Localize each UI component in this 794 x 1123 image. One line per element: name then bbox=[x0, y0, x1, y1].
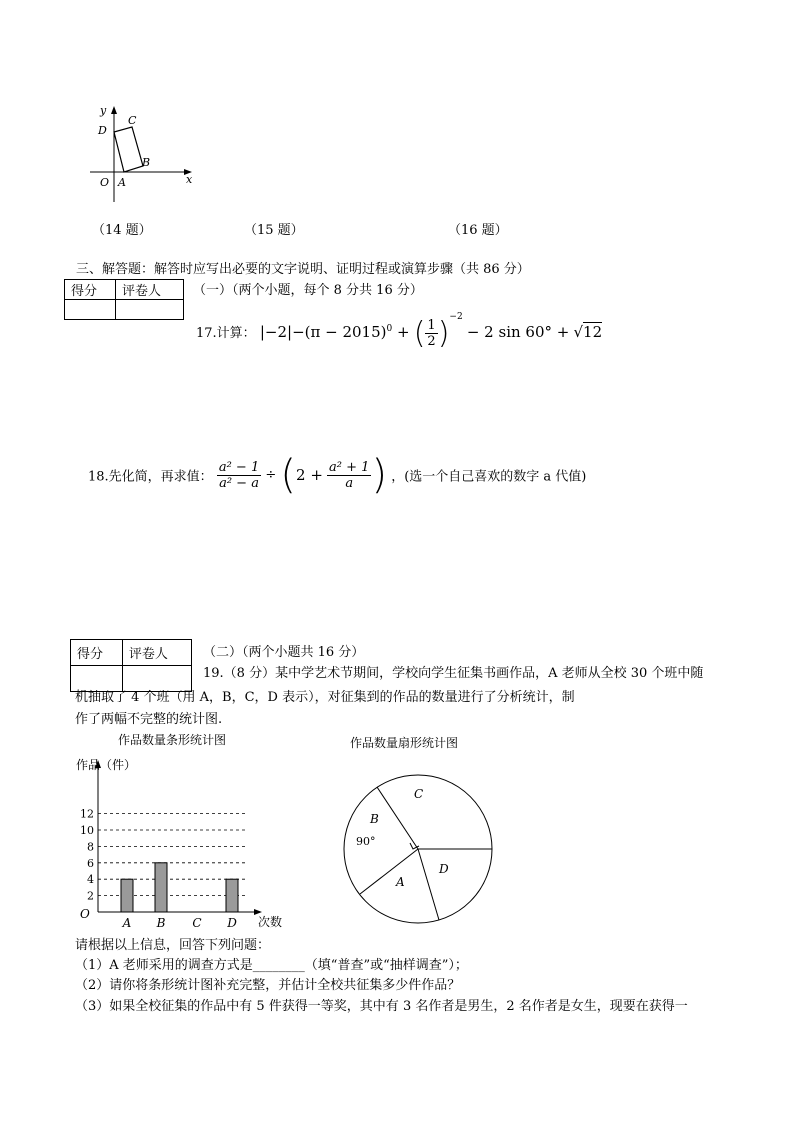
question-17: 17.计算： $|-2|-(\pi - 2015)^0$ + ( $\frac{1}{2}$ )$^{-2}$ − 2 sin 60° + √12 bbox=[196, 312, 603, 351]
bar-tick-8: 8 bbox=[87, 840, 94, 854]
bar-B bbox=[155, 863, 167, 912]
bar-tick-2: 2 bbox=[87, 889, 94, 903]
pie-label-90: 90° bbox=[356, 835, 376, 848]
q17-abs: −2 bbox=[264, 323, 288, 341]
grader-label-2: 评卷人 bbox=[122, 640, 191, 666]
q17-sqrt: √ bbox=[573, 323, 584, 341]
caption-14: （14 题） bbox=[92, 223, 152, 238]
score-label: 得分 bbox=[65, 280, 116, 300]
q18-frac2-num: a² + 1 bbox=[329, 459, 370, 475]
score-table-1 bbox=[64, 279, 184, 320]
q17-half-den: 2 bbox=[427, 334, 436, 349]
part-2-title: （二）（两个小题共 16 分） bbox=[203, 645, 365, 660]
score-label-2: 得分 bbox=[71, 640, 123, 666]
bar-origin: O bbox=[80, 907, 90, 921]
bar-chart bbox=[70, 752, 300, 932]
q18-two: 2 + bbox=[296, 466, 323, 484]
fig14-x: x bbox=[186, 173, 193, 186]
caption-16: （16 题） bbox=[448, 223, 508, 238]
bar-x-label: 次数 bbox=[258, 915, 283, 929]
bar-category-A: A bbox=[122, 916, 132, 930]
q19-line1: 19.（8 分）某中学艺术节期间，学校向学生征集书画作品，A 老师从全校 30 个班中随 bbox=[203, 666, 704, 681]
q17-label: 17.计算： bbox=[196, 326, 256, 341]
score-cell[interactable] bbox=[65, 300, 116, 320]
q17-radicand: 12 bbox=[583, 323, 603, 341]
pie-divider-a-b bbox=[360, 849, 418, 894]
question-18: 18.先化简，再求值： $\frac{\text{a² − 1}}{\text{a² − a}}$ ÷ (2 + $\frac{\text{a² + 1}}{a}$ ) ，(选一个自己喜欢的数字 a 代值) bbox=[88, 452, 587, 498]
q19-line2: 机抽取了 4 个班（用 A，B，C，D 表示），对征集到的作品的数量进行了分析统计，制 bbox=[75, 690, 575, 705]
q18-note: ，(选一个自己喜欢的数字 a 代值) bbox=[391, 469, 587, 485]
q19-line3: 作了两幅不完整的统计图. bbox=[75, 712, 223, 727]
q18-frac1-den: a² − a bbox=[219, 475, 259, 491]
bar-D bbox=[226, 879, 238, 912]
pie-chart bbox=[338, 770, 498, 930]
section-3-heading: 三、解答题：解答时应写出必要的文字说明、证明过程或演算步骤（共 86 分） bbox=[76, 262, 530, 277]
bar-tick-10: 10 bbox=[80, 824, 94, 837]
score-table-2 bbox=[70, 639, 192, 692]
bar-y-label: 作品（件） bbox=[76, 758, 137, 772]
question-19-1: （1）A 老师采用的调查方式是________（填“普查”或“抽样调查”）； bbox=[75, 958, 468, 973]
fig14-c: C bbox=[128, 114, 137, 127]
q18-frac2-den: a bbox=[345, 475, 354, 491]
q17-exp0: 0 bbox=[386, 324, 393, 334]
bar-category-B: B bbox=[156, 916, 166, 930]
grader-label: 评卷人 bbox=[116, 280, 184, 300]
q17-mid: (π − 2015) bbox=[304, 323, 387, 341]
part-1-title: （一）（两个小题，每个 8 分共 16 分） bbox=[193, 283, 423, 298]
q17-half-num: 1 bbox=[427, 318, 436, 333]
fig14-b: B bbox=[142, 156, 151, 169]
bar-category-D: D bbox=[227, 916, 237, 930]
question-19-3: （3）如果全校征集的作品中有 5 件获得一等奖，其中有 3 名作者是男生，2 名作者是女生，现要在获得一 bbox=[75, 999, 688, 1014]
q18-label: 18.先化简，再求值： bbox=[88, 469, 213, 485]
caption-15: （15 题） bbox=[244, 223, 304, 238]
grader-cell[interactable] bbox=[116, 300, 184, 320]
bar-category-C: C bbox=[192, 916, 202, 930]
pie-divider-b-c bbox=[377, 787, 418, 849]
fig14-a: A bbox=[118, 176, 126, 189]
pie-label-a: A bbox=[396, 875, 405, 889]
figure-14 bbox=[82, 100, 202, 210]
bar-chart-title: 作品数量条形统计图 bbox=[118, 733, 227, 747]
bar-tick-6: 6 bbox=[87, 856, 94, 870]
q18-div: ÷ bbox=[265, 467, 277, 483]
bar-tick-12: 12 bbox=[80, 807, 94, 821]
bar-A bbox=[121, 879, 133, 912]
pie-label-c: C bbox=[414, 787, 424, 801]
q18-frac1-num: a² − 1 bbox=[218, 459, 260, 475]
pie-label-d: D bbox=[439, 862, 449, 876]
q17-sin: − 2 sin 60° + bbox=[466, 323, 570, 341]
fig14-y: y bbox=[100, 104, 107, 117]
questions-intro: 请根据以上信息，回答下列问题： bbox=[75, 938, 271, 953]
fig14-d: D bbox=[98, 124, 107, 137]
pie-chart-title: 作品数量扇形统计图 bbox=[350, 736, 459, 750]
question-19-2: （2）请你将条形统计图补充完整，并估计全校共征集多少件作品？ bbox=[75, 978, 461, 993]
pie-divider-d-a bbox=[418, 849, 439, 920]
pie-label-b: B bbox=[370, 812, 379, 826]
q17-exp-neg2: −2 bbox=[449, 312, 463, 322]
bar-tick-4: 4 bbox=[87, 873, 94, 887]
fig14-o: O bbox=[100, 176, 110, 189]
